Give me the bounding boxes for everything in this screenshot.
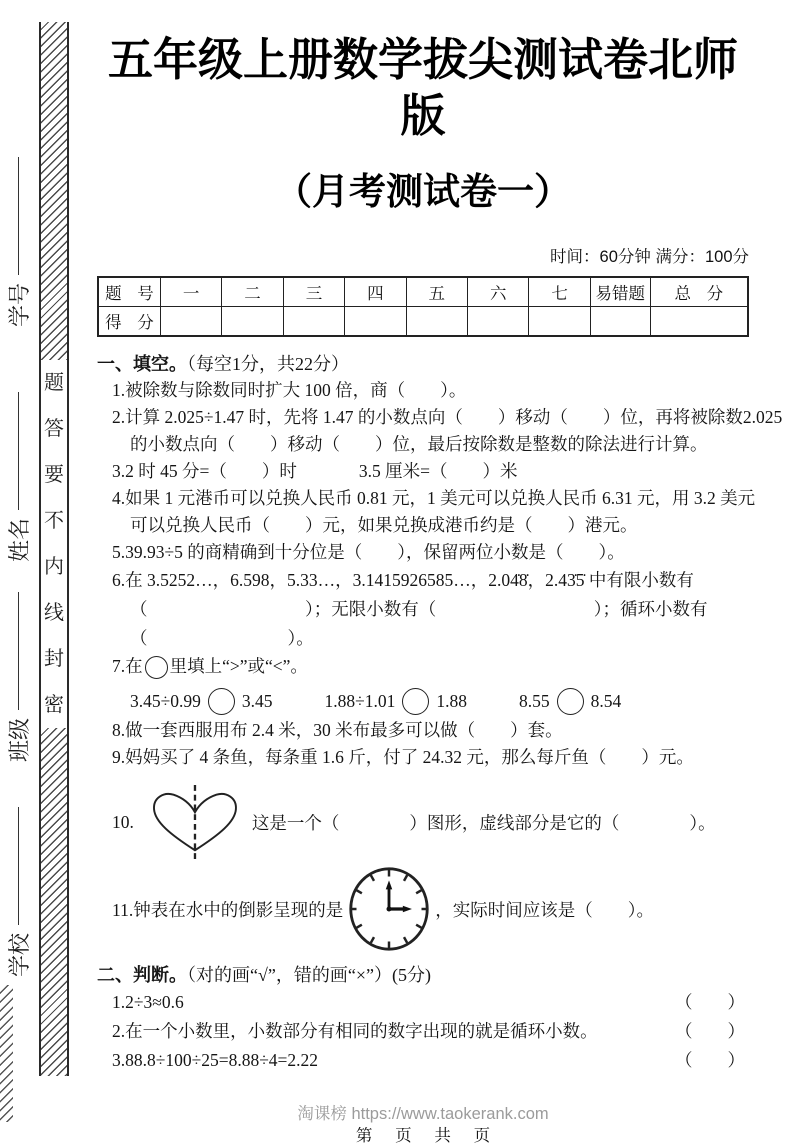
header-cell-question-no: 题 号	[98, 277, 160, 307]
seal-hatch-top	[41, 22, 67, 360]
header-cell-5: 五	[406, 277, 467, 307]
score-table-score-row	[98, 307, 748, 337]
question-4-line1: 4.如果 1 元港币可以兑换人民币 0.81 元，1 美元可以兑换人民币 6.31 元，用 3.2 美元	[112, 488, 756, 508]
student-id-label: 学号	[6, 282, 32, 327]
seal-char: 要	[44, 464, 64, 486]
fill-circle-icon	[402, 688, 429, 715]
question-3	[97, 458, 793, 485]
main-content	[97, 0, 793, 1147]
judge-item-text: 3.88.8÷100÷25=8.88÷4=2.22	[112, 1050, 319, 1070]
section2-heading	[97, 963, 793, 988]
question-6-line2: （ ）；无限小数有（ ）；循环小数有	[130, 599, 708, 619]
score-row-label: 得 分	[98, 307, 160, 337]
question-9: 9.妈妈买了 4 条鱼，每条重 1.6 斤，付了 24.32 元，那么每斤鱼（ ）元。	[112, 747, 694, 767]
comparison-left: 3.45÷0.99	[130, 690, 201, 711]
seal-hatch-bottom	[41, 728, 67, 1076]
question-6-line1: 6.在 3.5252…，6.598，5.33…，3.1415926585…，2.04̇8̇，2.43̇5̇ 中有限小数有	[112, 570, 694, 590]
comparison-right: 1.88	[436, 690, 467, 711]
fill-circle-icon	[557, 688, 584, 715]
page-subtitle: （月考测试卷一）	[275, 171, 571, 212]
section1-heading-note: （每空1分，共22分）	[187, 354, 349, 374]
question-10	[97, 783, 793, 861]
class-field	[0, 538, 36, 762]
score-cell	[283, 307, 344, 337]
section1-heading	[97, 352, 793, 377]
question-2-line2: 的小数点向（ ）移动（ ）位，最后按除数是整数的除法进行计算。	[130, 434, 708, 454]
judge-item-text: 2.在一个小数里，小数部分有相同的数字出现的就是循环小数。	[112, 1021, 598, 1041]
page-edge-hatch	[0, 985, 13, 1122]
clock-face-icon	[346, 866, 432, 952]
question-3-part-b: 3.5 厘米=（ ）米	[358, 461, 518, 481]
school-label: 学校	[6, 932, 32, 977]
student-name-label: 姓名	[6, 517, 32, 562]
student-name-blank-line	[18, 392, 19, 510]
header-cell-4: 四	[345, 277, 406, 307]
class-blank-line	[18, 592, 19, 710]
judge-item-2	[97, 1017, 793, 1046]
question-11-text-post: ，实际时间应该是（ ）。	[435, 899, 654, 920]
question-3-part-a: 3.2 时 45 分=（ ）时	[112, 461, 297, 481]
score-cell	[160, 307, 221, 337]
footer-page-number: 第 页 共 页	[355, 1127, 500, 1145]
header-cell-2: 二	[222, 277, 283, 307]
page-footer	[97, 1103, 749, 1147]
seal-char: 密	[44, 694, 64, 716]
seal-char: 答	[44, 418, 64, 440]
score-table-header-row	[98, 277, 748, 307]
score-table	[97, 276, 749, 337]
fill-circle-icon	[145, 656, 168, 679]
question-10-number: 10.	[112, 811, 134, 832]
question-10-text: 这是一个（ ）图形，虚线部分是它的（ ）。	[251, 812, 716, 833]
class-label: 班级	[6, 717, 32, 762]
school-field	[0, 753, 36, 977]
seal-line-strip	[39, 22, 69, 1076]
score-cell	[222, 307, 283, 337]
question-8: 8.做一套西服用布 2.4 米，30 米布最多可以做（ ）套。	[112, 720, 563, 740]
score-cell	[650, 307, 748, 337]
student-id-field	[0, 103, 36, 327]
comparison-group	[324, 688, 466, 715]
judge-answer-blank: （ ）	[675, 992, 745, 1012]
score-cell	[590, 307, 650, 337]
page-title: 五年级上册数学拔尖测试卷北师版	[107, 34, 738, 141]
question-11	[97, 865, 793, 953]
question-7-comparisons	[97, 685, 793, 717]
seal-char: 题	[44, 372, 64, 394]
seal-char: 不	[44, 510, 64, 532]
comparison-right: 3.45	[241, 690, 273, 711]
question-7-intro-post: 里填上“>”或“<”。	[169, 656, 308, 676]
score-cell	[529, 307, 590, 337]
score-cell	[345, 307, 406, 337]
comparison-group	[519, 688, 621, 715]
header-cell-6: 六	[468, 277, 529, 307]
head-block	[97, 32, 749, 337]
comparison-left: 1.88÷1.01	[324, 690, 396, 711]
section1-heading-title: 一、填空。	[97, 354, 187, 374]
question-7-intro-pre: 7.在	[112, 656, 143, 676]
seal-char: 内	[44, 556, 64, 578]
school-blank-line	[18, 807, 19, 925]
question-4-line2: 可以兑换人民币（ ）元，如果兑换成港币约是（ ）港元。	[130, 515, 638, 535]
comparison-group	[130, 688, 272, 715]
question-11-text-pre: 11.钟表在水中的倒影呈现的是	[112, 899, 344, 920]
header-cell-3: 三	[283, 277, 344, 307]
time-score-note: 时间：60分钟 满分：100分	[550, 248, 749, 266]
judge-answer-blank: （ ）	[675, 1021, 745, 1041]
seal-char: 线	[44, 602, 64, 624]
judge-item-text: 1.2÷3≈0.6	[112, 992, 184, 1012]
question-2-line1: 2.计算 2.025÷1.47 时，先将 1.47 的小数点向（ ）移动（ ）位，再将被除数2.025	[112, 407, 783, 427]
question-1: 1.被除数与除数同时扩大 100 倍，商（ ）。	[112, 380, 467, 400]
fill-circle-icon	[208, 688, 235, 715]
heart-symmetry-figure-icon	[140, 784, 248, 860]
judge-item-1	[97, 988, 793, 1017]
seal-char: 封	[44, 648, 64, 670]
header-cell-7: 七	[529, 277, 590, 307]
question-7-intro	[97, 653, 793, 680]
seal-text-column	[41, 360, 67, 728]
question-5: 5.39.93÷5 的商精确到十分位是（ ），保留两位小数是（ ）。	[112, 542, 625, 562]
comparison-right: 8.54	[590, 690, 622, 711]
judge-answer-blank: （ ）	[675, 1050, 745, 1070]
footer-site-link[interactable]: 淘课榜 https://www.taokerank.com	[297, 1105, 549, 1123]
question-6-line3: （ ）。	[130, 628, 314, 648]
score-cell	[406, 307, 467, 337]
student-name-field	[0, 338, 36, 562]
student-id-blank-line	[18, 157, 19, 275]
header-cell-error-prone: 易错题	[590, 277, 650, 307]
header-cell-total: 总 分	[650, 277, 748, 307]
judge-item-3	[97, 1046, 793, 1075]
header-cell-1: 一	[160, 277, 221, 307]
section2-heading-title: 二、判断。	[97, 965, 187, 985]
section2-heading-note: （对的画“√”，错的画“×”）(5分)	[187, 965, 431, 985]
comparison-left: 8.55	[518, 690, 550, 711]
score-cell	[468, 307, 529, 337]
